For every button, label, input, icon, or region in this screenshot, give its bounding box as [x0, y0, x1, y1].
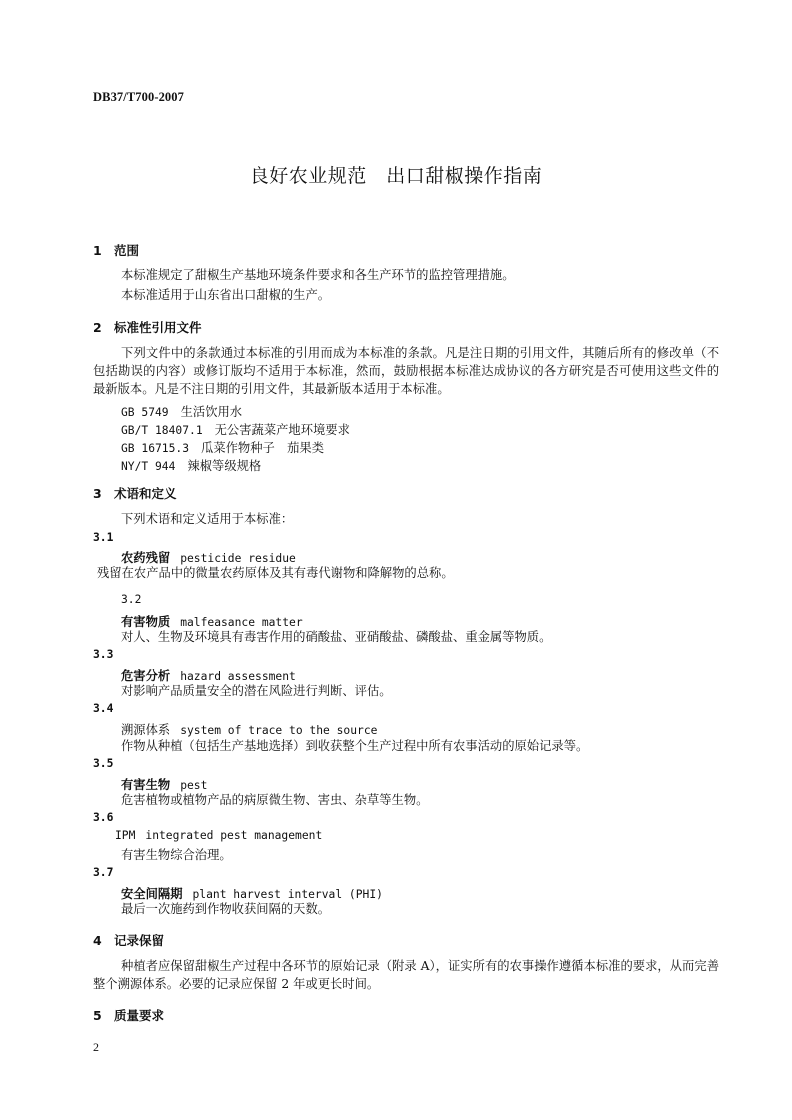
reference-item [121, 420, 350, 438]
term-en: malfeasance matter [180, 616, 303, 629]
term-number: 3.7 [93, 866, 114, 879]
reference-code: NY/T 944 [121, 460, 176, 473]
reference-name: 无公害蔬菜产地环境要求 [214, 423, 350, 437]
section-number: 2 [93, 320, 102, 335]
reference-name: 生活饮用水 [180, 405, 243, 419]
term-name [121, 720, 377, 738]
reference-name: 瓜菜作物种子 茄果类 [201, 441, 324, 455]
section-title: 标准性引用文件 [114, 320, 202, 335]
term-cn: 农药残留 [121, 551, 171, 565]
term-definition: 危害植物或植物产品的病原微生物、害虫、杂草等生物。 [121, 793, 429, 807]
term-en: pesticide residue [180, 552, 296, 565]
reference-item [121, 402, 242, 420]
section-title: 术语和定义 [114, 486, 177, 501]
page-number: 2 [93, 1040, 99, 1054]
term-cn: 溯源体系 [121, 723, 171, 737]
term-en: plant harvest interval (PHI) [192, 888, 383, 901]
section-number: 5 [93, 1008, 102, 1023]
term-definition: 有害生物综合治理。 [121, 848, 232, 862]
term-definition: 作物从种植（包括生产基地选择）到收获整个生产过程中所有农事活动的原始记录等。 [121, 739, 589, 753]
term-definition: 残留在农产品中的微量农药原体及其有毒代谢物和降解物的总称。 [97, 566, 454, 580]
document-title: 良好农业规范 出口甜椒操作指南 [249, 165, 543, 187]
scope-paragraph-2: 本标准适用于山东省出口甜椒的生产。 [121, 288, 331, 302]
term-number: 3.2 [121, 593, 142, 606]
term-en: system of trace to the source [180, 724, 378, 737]
scope-paragraph-1: 本标准规定了甜椒生产基地环境条件要求和各生产环节的监控管理措施。 [121, 268, 515, 282]
section-heading-normative-references [93, 318, 202, 336]
term-number: 3.4 [93, 702, 114, 715]
reference-code: GB 16715.3 [121, 442, 190, 455]
section-number: 3 [93, 486, 102, 501]
term-en: pest [180, 779, 208, 792]
term-name [115, 829, 322, 842]
term-definition: 最后一次施药到作物收获间隔的天数。 [121, 902, 331, 916]
section-title: 范围 [114, 243, 140, 258]
reference-item [121, 456, 261, 474]
term-definition: 对人、生物及环境具有毒害作用的硝酸盐、亚硝酸盐、磷酸盐、重金属等物质。 [121, 630, 552, 644]
term-en: integrated pest management [145, 829, 323, 842]
term-cn: 有害生物 [121, 778, 171, 792]
section-title: 记录保留 [114, 933, 165, 948]
section-heading-scope [93, 241, 139, 259]
references-intro-paragraph: 下列文件中的条款通过本标准的引用而成为本标准的条款。凡是注日期的引用文件，其随后所有的修改单（不包括勘误的内容）或修订版均不适用于本标准，然而，鼓励根据本标准达成协议的各方研究是否可使用这些文件的最新版本。凡是不注日期的引用文件，其最新版本适用于本标准。 [93, 346, 719, 397]
term-name [121, 612, 303, 630]
term-name [121, 775, 207, 793]
term-cn: 有害物质 [121, 615, 171, 629]
term-number: 3.5 [93, 757, 114, 770]
term-cn: 安全间隔期 [121, 887, 183, 901]
term-cn: 危害分析 [121, 669, 171, 683]
term-number: 3.6 [93, 811, 114, 824]
reference-name: 辣椒等级规格 [187, 459, 262, 473]
section-number: 1 [93, 243, 102, 258]
reference-code: GB 5749 [121, 406, 169, 419]
records-paragraph: 种植者应保留甜椒生产过程中各环节的原始记录（附录 A），证实所有的农事操作遵循本标准的要求，从而完善整个溯源体系。必要的记录应保留 2 年或更长时间。 [93, 959, 719, 992]
term-en: hazard assessment [180, 670, 296, 683]
section-heading-quality [93, 1006, 164, 1024]
section-number: 4 [93, 933, 102, 948]
term-name [121, 666, 296, 684]
section-title: 质量要求 [114, 1008, 165, 1023]
term-number: 3.3 [93, 648, 114, 661]
section-heading-terms [93, 484, 177, 502]
term-definition: 对影响产品质量安全的潜在风险进行判断、评估。 [121, 684, 392, 698]
section-heading-records [93, 931, 164, 949]
term-name [121, 884, 383, 902]
term-number: 3.1 [93, 531, 114, 544]
reference-code: GB/T 18407.1 [121, 424, 203, 437]
reference-item [121, 438, 324, 456]
term-cn: IPM [115, 829, 136, 842]
term-name [121, 548, 296, 566]
standard-code: DB37/T700-2007 [93, 90, 184, 104]
terms-intro: 下列术语和定义适用于本标准： [121, 512, 294, 526]
